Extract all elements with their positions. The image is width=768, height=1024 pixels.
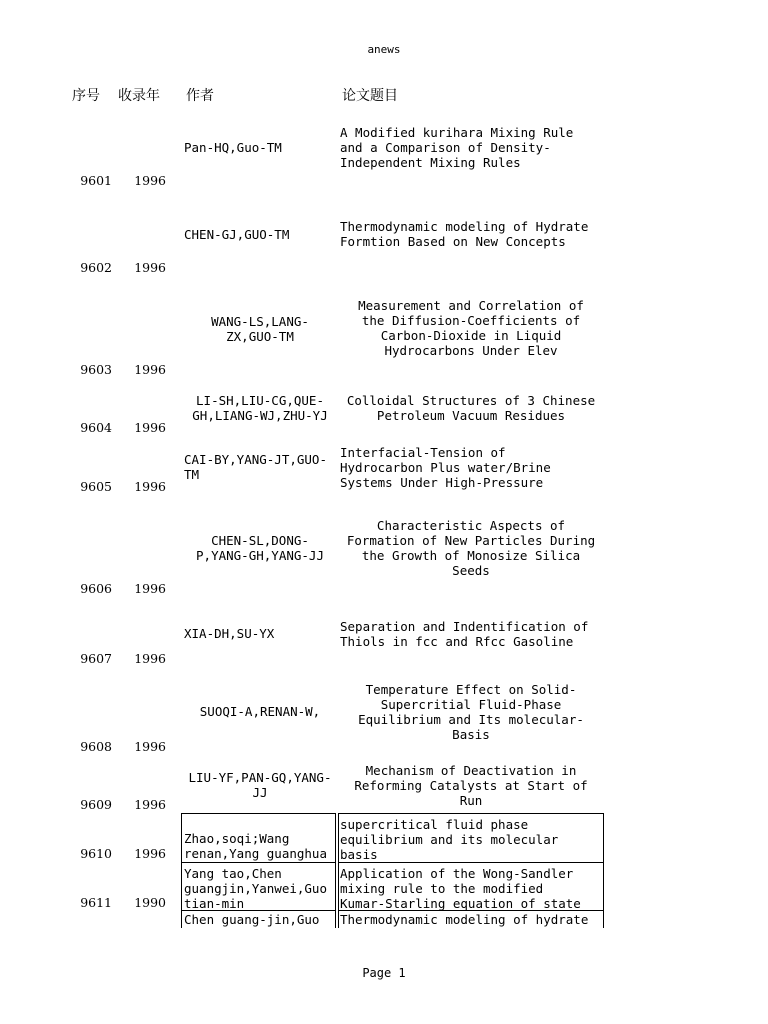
row-title: Interfacial-Tension of Hydrocarbon Plus water/Brine Systems Under High-Pressure bbox=[340, 445, 551, 490]
row-author: Zhao,soqi;Wang renan,Yang guanghua bbox=[184, 831, 327, 861]
header-year: 收录年 bbox=[118, 88, 160, 104]
row-author: CAI-BY,YANG-JT,GUO- TM bbox=[184, 452, 327, 482]
row-title: Measurement and Correlation of the Diffusion-Coefficients of Carbon-Dioxide in Liquid Hydrocarbons Under Elev bbox=[358, 298, 584, 358]
row-author: Pan-HQ,Guo-TM bbox=[184, 140, 282, 155]
row-author: Yang tao,Chen guangjin,Yanwei,Guo tian-min bbox=[184, 866, 327, 911]
row-id: 9606 bbox=[80, 581, 112, 596]
row-id: 9608 bbox=[80, 739, 112, 754]
row-year: 1996 bbox=[134, 651, 166, 666]
row-title: Application of the Wong-Sandler mixing rule to the modified Kumar-Starling equation of state bbox=[340, 866, 581, 911]
row-author: LIU-YF,PAN-GQ,YANG- JJ bbox=[188, 770, 332, 800]
row-id: 9603 bbox=[80, 362, 112, 377]
row-author: XIA-DH,SU-YX bbox=[184, 626, 275, 641]
row-author: LI-SH,LIU-CG,QUE- GH,LIANG-WJ,ZHU-YJ bbox=[192, 393, 328, 423]
row-author: CHEN-GJ,GUO-TM bbox=[184, 227, 290, 242]
row-id: 9605 bbox=[80, 479, 112, 494]
header-title: 论文题目 bbox=[342, 88, 398, 104]
row-year: 1990 bbox=[134, 895, 166, 910]
row-id: 9601 bbox=[80, 173, 112, 188]
row-title: Separation and Indentification of Thiols in fcc and Rfcc Gasoline bbox=[340, 619, 589, 649]
row-id: 9611 bbox=[80, 895, 112, 910]
row-author: CHEN-SL,DONG- P,YANG-GH,YANG-JJ bbox=[196, 533, 324, 563]
header-author: 作者 bbox=[186, 88, 214, 104]
row-title: Thermodynamic modeling of Hydrate Formtion Based on New Concepts bbox=[340, 219, 589, 249]
table-row bbox=[0, 910, 768, 928]
row-id: 9602 bbox=[80, 260, 112, 275]
row-year: 1996 bbox=[134, 362, 166, 377]
row-author: WANG-LS,LANG- ZX,GUO-TM bbox=[211, 314, 309, 344]
page-footer: Page 1 bbox=[362, 966, 406, 980]
row-id: 9607 bbox=[80, 651, 112, 666]
row-year: 1996 bbox=[134, 260, 166, 275]
row-year: 1996 bbox=[134, 797, 166, 812]
row-title: A Modified kurihara Mixing Rule and a Comparison of Density- Independent Mixing Rules bbox=[340, 125, 574, 170]
row-title: Colloidal Structures of 3 Chinese Petroleum Vacuum Residues bbox=[346, 393, 596, 423]
row-title: Mechanism of Deactivation in Reforming Catalysts at Start of Run bbox=[354, 763, 588, 808]
row-year: 1996 bbox=[134, 581, 166, 596]
header-seq: 序号 bbox=[72, 88, 100, 104]
row-year: 1996 bbox=[134, 420, 166, 435]
row-title: Temperature Effect on Solid- Supercritial Fluid-Phase Equilibrium and Its molecular- Basis bbox=[358, 682, 584, 742]
row-title: Characteristic Aspects of Formation of New Particles During the Growth of Monosize Silica Seeds bbox=[346, 518, 596, 578]
row-year: 1996 bbox=[134, 739, 166, 754]
row-id: 9610 bbox=[80, 846, 112, 861]
row-author: Chen guang-jin,Guo bbox=[184, 912, 320, 927]
row-id: 9604 bbox=[80, 420, 112, 435]
row-year: 1996 bbox=[134, 479, 166, 494]
document-title: anews bbox=[367, 43, 401, 56]
row-year: 1996 bbox=[134, 173, 166, 188]
row-title: Thermodynamic modeling of hydrate bbox=[340, 912, 589, 927]
row-author: SUOQI-A,RENAN-W, bbox=[199, 704, 321, 719]
row-id: 9609 bbox=[80, 797, 112, 812]
row-title: supercritical fluid phase equilibrium and its molecular basis bbox=[340, 817, 559, 862]
row-year: 1996 bbox=[134, 846, 166, 861]
